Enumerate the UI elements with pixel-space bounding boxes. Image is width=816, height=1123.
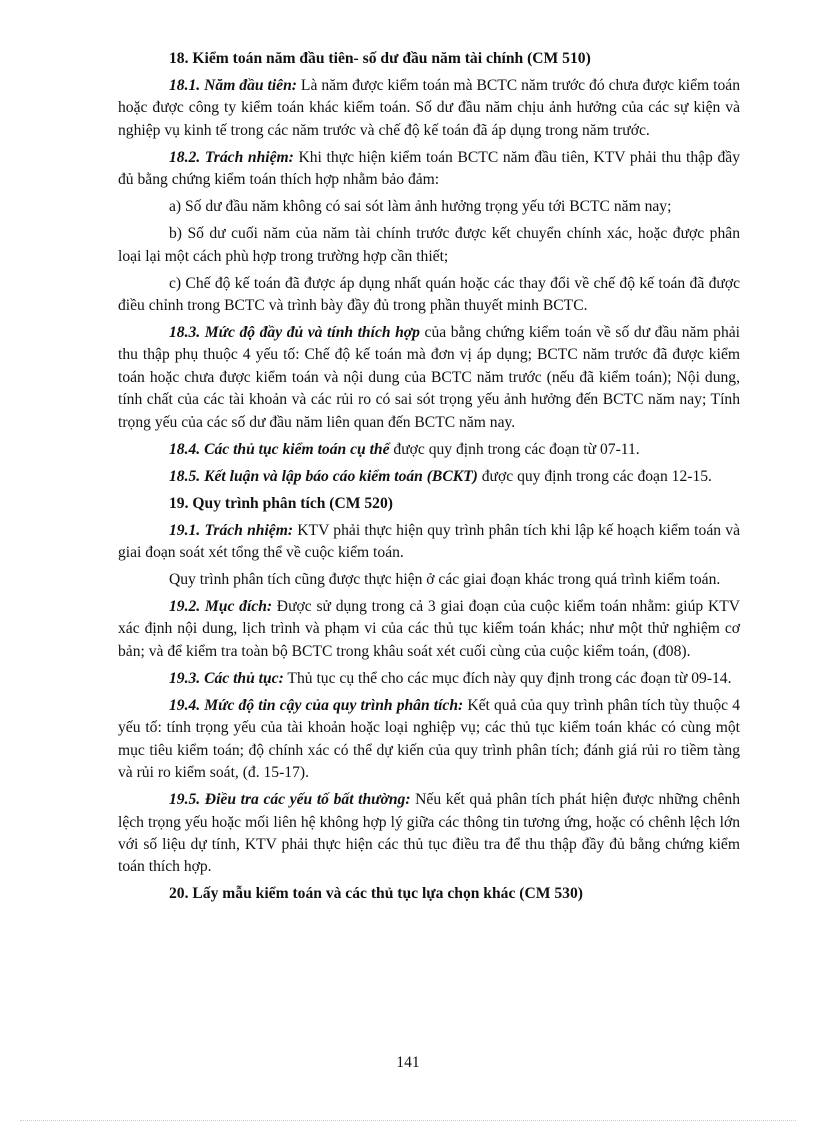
paragraph-18-4-text: được quy định trong các đoạn từ 07-11. [389,440,640,458]
paragraph-19-1-text: KTV phải thực hiện quy trình phân tích khi lập kế hoạch kiểm toán và giai đoạn soát xét tổng thể về cuộc kiểm toán. [118,521,741,562]
paragraph-19-2-text: Được sử dụng trong cả 3 giai đoạn của cuộc kiểm toán nhằm: giúp KTV xác định nội dung, lịch trình và phạm vi của các thủ tục kiểm toán khác; như một thử nghiệm cơ bản; và để kiểm tra toàn bộ BCTC trong khâu soát xét cuối cùng của cuộc kiểm toán, (đ08). [118,598,740,660]
paragraph-19-3-lead: 19.3. Các thủ tục: [169,669,284,687]
paragraph-19-3-text: Thủ tục cụ thể cho các mục đích này quy định trong các đoạn từ 09-14. [283,669,732,687]
paragraph-18-1-lead: 18.1. Năm đầu tiên: [169,77,297,94]
paragraph-19-1 [118,520,740,565]
paragraph-18-4 [118,439,740,461]
paragraph-18-4-lead: 18.4. Các thủ tục kiểm toán cụ thể [169,440,390,458]
paragraph-19-4-text: Kết quả của quy trình phân tích tùy thuộc 4 yếu tố: tính trọng yếu của tài khoản hoặc loại nghiệp vụ; các thủ tục kiểm toán khác có cùng một mục tiêu kiểm toán; độ chính xác có thể dự kiến của quy trình phân tích; đánh giá rủi ro tiềm tàng và rủi ro kiểm soát, (đ. 15-17). [118,696,740,782]
paragraph-19-2 [118,596,740,663]
page-number: 141 [396,1054,420,1071]
paragraph-18-3-text: của bằng chứng kiểm toán về số dư đầu năm phải thu thập phụ thuộc 4 yếu tố: Chế độ kế toán mà đơn vị áp dụng; BCTC năm trước đã được kiểm toán hoặc chưa được kiểm toán và nội dung của BCTC năm trước (nếu đã kiểm toán); Nội dung, tính chất của các tài khoản và các rủi ro có sai sót trọng yếu ảnh hưởng đến BCTC năm nay; Tính trọng yếu của các số dư đầu năm liên quan đến BCTC năm nay. [118,324,740,431]
paragraph-19-5 [118,789,740,879]
list-item-a: a) Số dư đầu năm không có sai sót làm ảnh hưởng trọng yếu tới BCTC năm nay; [169,198,672,216]
paragraph-19-4-lead: 19.4. Mức độ tin cậy của quy trình phân tích: [169,696,464,714]
paragraph-18-1 [118,75,740,142]
paragraph-19-4 [118,695,740,785]
paragraph-18-3-lead: 18.3. Mức độ đầy đủ và tính thích hợp [169,324,420,342]
document-body [118,48,740,910]
paragraph-19-1-lead: 19.1. Trách nhiệm: [169,521,294,539]
paragraph-19-3 [118,668,740,690]
paragraph-18-2 [118,147,740,192]
paragraph-18-2-lead: 18.2. Trách nhiệm: [169,148,294,166]
paragraph-18-5 [118,466,740,488]
paragraph-18-5-text: được quy định trong các đoạn 12-15. [477,467,712,485]
list-item-b: b) Số dư cuối năm của năm tài chính trước được kết chuyển chính xác, hoặc được phân loại lại một cách phù hợp trong trường hợp cần thiết; [118,225,740,265]
paragraph-18-1-text: Là năm được kiểm toán mà BCTC năm trước đó chưa được kiểm toán hoặc được công ty kiểm toán khác kiểm toán. Số dư đầu năm chịu ảnh hưởng của các sự kiện và nghiệp vụ kinh tế trong các năm trước và chế độ kế toán đã áp dụng trong năm trước. [118,77,740,139]
paragraph-18-3 [118,322,740,434]
paragraph-19-5-text: Nếu kết quả phân tích phát hiện được những chênh lệch trọng yếu hoặc mối liên hệ không hợp lý giữa các thông tin tương ứng, hoặc có chênh lệch lớn với số liệu dự tính, KTV phải thực hiện các thủ tục điều tra để thu thập đầy đủ bằng chứng kiểm toán thích hợp. [118,791,740,876]
paragraph-19-2-lead: 19.2. Mục đích: [169,598,273,616]
section-19-heading: 19. Quy trình phân tích (CM 520) [169,494,393,512]
paragraph-19-1-extra: Quy trình phân tích cũng được thực hiện ở các giai đoạn khác trong quá trình kiểm toán. [169,571,721,589]
paragraph-18-2-text: Khi thực hiện kiểm toán BCTC năm đầu tiên, KTV phải thu thập đầy đủ bằng chứng kiểm toán thích hợp nhằm bảo đảm: [118,148,741,189]
paragraph-18-5-lead: 18.5. Kết luận và lập báo cáo kiểm toán (BCKT) [169,467,478,485]
page-bottom-divider [20,1120,796,1121]
section-18-heading: 18. Kiểm toán năm đầu tiên- số dư đầu năm tài chính (CM 510) [169,50,591,67]
list-item-c: c) Chế độ kế toán đã được áp dụng nhất quán hoặc các thay đổi về chế độ kế toán đã được điều chỉnh trong BCTC và trình bày đầy đủ trong phần thuyết minh BCTC. [118,274,740,315]
section-20-heading: 20. Lấy mẫu kiểm toán và các thủ tục lựa chọn khác (CM 530) [169,885,583,903]
paragraph-19-5-lead: 19.5. Điều tra các yếu tố bất thường: [169,791,411,809]
